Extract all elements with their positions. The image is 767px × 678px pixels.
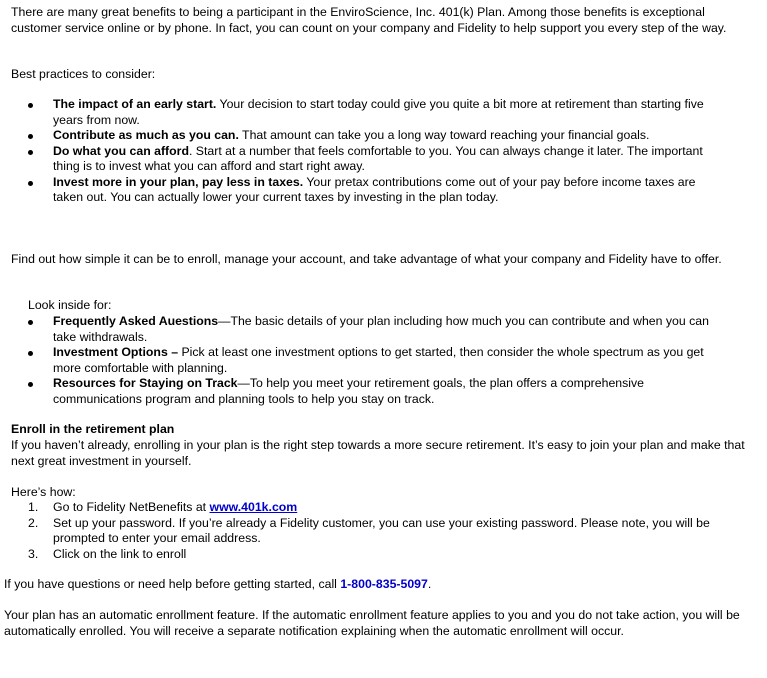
item-heading: Resources for Staying on Track (53, 376, 238, 390)
bullet-icon (28, 351, 33, 356)
bullet-icon (28, 320, 33, 325)
enroll-paragraph: If you haven’t already, enrolling in your plan is the right step towards a more secure retirement. It’s easy to join your plan and make that next great investment in yourself. (11, 438, 745, 468)
step-text: Go to Fidelity NetBenefits at (53, 500, 210, 514)
enroll-steps-list (28, 500, 748, 562)
find-out-paragraph: Find out how simple it can be to enroll, manage your account, and take advantage of what your company and Fidelity have to offer. (11, 252, 722, 266)
item-text: Pick at least one investment options to get started, then consider the whole spectrum as you get more comfortable with planning. (53, 345, 704, 375)
step-number: 3. (28, 546, 39, 561)
step-item (28, 500, 748, 516)
step-item (28, 547, 748, 563)
netbenefits-link[interactable]: www.401k.com (209, 500, 298, 514)
item-text: Your pretax contributions come out of your pay before income taxes are taken out. You can actually lower your current taxes by investing in the plan today. (53, 174, 696, 204)
item-heading: Investment Options – (53, 345, 179, 359)
list-item (24, 128, 714, 144)
step-text: Click on the link to enroll (53, 546, 187, 561)
list-item (24, 97, 714, 128)
bullet-icon (28, 382, 33, 387)
auto-enrollment-paragraph: Your plan has an automatic enrollment feature. If the automatic enrollment feature applies to you and you do not take action, you will be automatically enrolled. You will receive a separate notification explaining when the automatic enrollment will occur. (4, 608, 740, 638)
item-heading: Invest more in your plan, pay less in taxes. (53, 174, 304, 189)
item-heading: Contribute as much as you can. (53, 128, 239, 142)
step-item (28, 516, 748, 547)
list-item (24, 376, 714, 407)
questions-paragraph (4, 577, 754, 593)
item-text: —The basic details of your plan including how much you can contribute and when you can take withdrawals. (53, 314, 709, 344)
item-heading: Frequently Asked Auestions (53, 314, 219, 328)
item-text: . Start at a number that feels comfortable to you. You can always change it later. The important thing is to invest what you can afford and start right away. (53, 143, 703, 173)
item-heading: The impact of an early start. (53, 97, 217, 111)
intro-paragraph: There are many great benefits to being a participant in the EnviroScience, Inc. 401(k) Plan. Among those benefits is exceptional customer service online or by phone. In fact, you can count on your company and Fidelity to help support you every step of the way. (11, 5, 727, 35)
list-item (24, 175, 714, 206)
item-text: That amount can take you a long way toward reaching your financial goals. (238, 128, 650, 142)
bullet-icon (28, 181, 33, 186)
how-to-title: Here’s how: (11, 485, 76, 499)
bullet-icon (28, 103, 33, 108)
bullet-icon (28, 134, 33, 139)
item-text: —To help you meet your retirement goals, the plan offers a comprehensive communications program and planning tools to help you stay on track. (53, 376, 644, 406)
list-item (24, 345, 714, 376)
item-text: Your decision to start today could give you quite a bit more at retirement than starting five years from now. (53, 97, 704, 127)
questions-end: . (427, 577, 432, 591)
list-item (24, 314, 714, 345)
item-heading: Do what you can afford (53, 143, 189, 158)
best-practices-title: Best practices to consider: (11, 67, 156, 81)
list-item (24, 144, 714, 175)
phone-number: 1-800-835-5097 (340, 577, 428, 591)
enroll-heading: Enroll in the retirement plan (11, 422, 175, 436)
questions-text: If you have questions or need help before getting started, call (4, 577, 341, 591)
step-text: Set up your password. If you’re already a Fidelity customer, you can use your existing password. Please note, you will be prompted to enter your email address. (53, 515, 710, 545)
look-inside-title: Look inside for: (28, 298, 112, 312)
bullet-icon (28, 150, 33, 155)
step-number: 2. (28, 515, 39, 530)
look-inside-list (24, 314, 714, 407)
step-number: 1. (28, 500, 39, 514)
best-practices-list (24, 97, 714, 206)
